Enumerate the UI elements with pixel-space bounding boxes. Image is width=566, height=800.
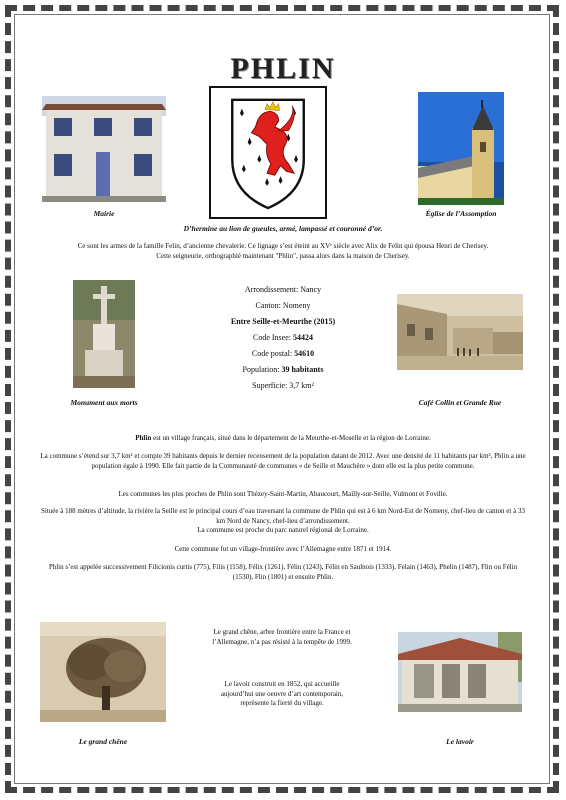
arms-description xyxy=(40,242,526,261)
body-paragraph-5: Cette commune fut un village-frontière avec l’Allemagne entre 1871 et 1914. xyxy=(174,545,392,553)
chene-photo xyxy=(40,622,166,722)
lavoir-description: Le lavoir construit en 1852, qui accueille aujourd’hui une oeuvre d’art contemporain, représente la fierté du village. xyxy=(220,680,344,707)
mairie-photo xyxy=(42,96,166,202)
lavoir-photo xyxy=(398,632,522,712)
arms-line-2: Cette seigneurie, orthographié maintenant "Phlin", passa alors dans la maison de Cherisey. xyxy=(156,251,410,260)
body-paragraph-2: La commune s’étend sur 3,7 km² et compte 39 habitants depuis le dernier recensement de la population datant de 2012. Avec une densité de 11 habitants par km², Phlin a une population égale à 1990. Elle fait partie de la Communauté de communes « de Seille et Mauchère » dont elle est la plus petite commune. xyxy=(40,452,526,470)
eglise-caption: Église de l’Assomption xyxy=(425,209,497,218)
body-paragraph-1: Phlin est un village français, situé dans le département de la Meurthe-et-Moselle et la région de Lorraine. xyxy=(135,434,431,442)
info-canton: Canton: Nomeny xyxy=(255,301,311,310)
info-intercommunalite: Entre Seille-et-Meurthe (2015) xyxy=(230,317,336,326)
blazon-motto: D’hermine au lion de gueules, armé, lampassé et couronné d’or. xyxy=(183,224,383,233)
mairie-caption: Mairie xyxy=(93,209,115,218)
arms-line-1: Ce sont les armes de la famille Felin, d’ancienne chevalerie. Ce lignage s’est éteint au XVᵉ siècle avec Alix de Felin qui épousa Henri de Cherisey. xyxy=(77,242,489,250)
info-arrondissement: Arrondissement: Nancy xyxy=(244,285,322,294)
coat-of-arms-frame xyxy=(209,86,327,219)
body-paragraph-3: Les communes les plus proches de Phlin sont Thézey-Saint-Martin, Abaucourt, Mailly-sur-Seille, Vulmont et Foville. xyxy=(118,490,448,498)
eglise-photo xyxy=(418,92,504,205)
cafe-photo xyxy=(397,294,523,370)
commune-info xyxy=(190,282,376,394)
cafe-caption: Café Collin et Grande Rue xyxy=(418,398,502,407)
info-insee: Code Insee: 54424 xyxy=(253,333,313,342)
body-paragraph-4: Située à 188 mètres d’altitude, la rivière la Seille est le principal cours d’eau traversant la commune de Phlin qui est à 6 km Nord-Est de Nomeny, chef-lieu de canton et à 33 km Nord de Nancy, chef-lieu d’arrondissement. La commune est proche du parc naturel régional de Lorraine. xyxy=(41,507,525,534)
page-title: PHLIN xyxy=(230,52,336,85)
info-population: Population: 39 habitants xyxy=(242,365,324,374)
monument-caption: Monument aux morts xyxy=(70,398,138,407)
coat-of-arms-icon xyxy=(211,88,325,217)
chene-description: Le grand chêne, arbre frontière entre la France et l’Allemagne, n’a pas résisté à la tempête de 1999. xyxy=(212,628,352,646)
chene-caption: Le grand chêne xyxy=(78,737,128,746)
info-superficie: Superficie: 3,7 km² xyxy=(252,381,314,390)
info-postal: Code postal: 54610 xyxy=(251,349,315,358)
lavoir-caption: Le lavoir xyxy=(446,737,474,746)
monument-photo xyxy=(73,280,135,388)
body-paragraph-6: Phlin s’est appelée successivement Filicionis curtis (775), Filis (1158), Félix (1261), Félin (1243), Félin en Saulnois (1333), Felain (1463), Phelin (1487), Flin ou Félin (1530), Flin (1801) et ensuite Phlin. xyxy=(48,563,518,581)
